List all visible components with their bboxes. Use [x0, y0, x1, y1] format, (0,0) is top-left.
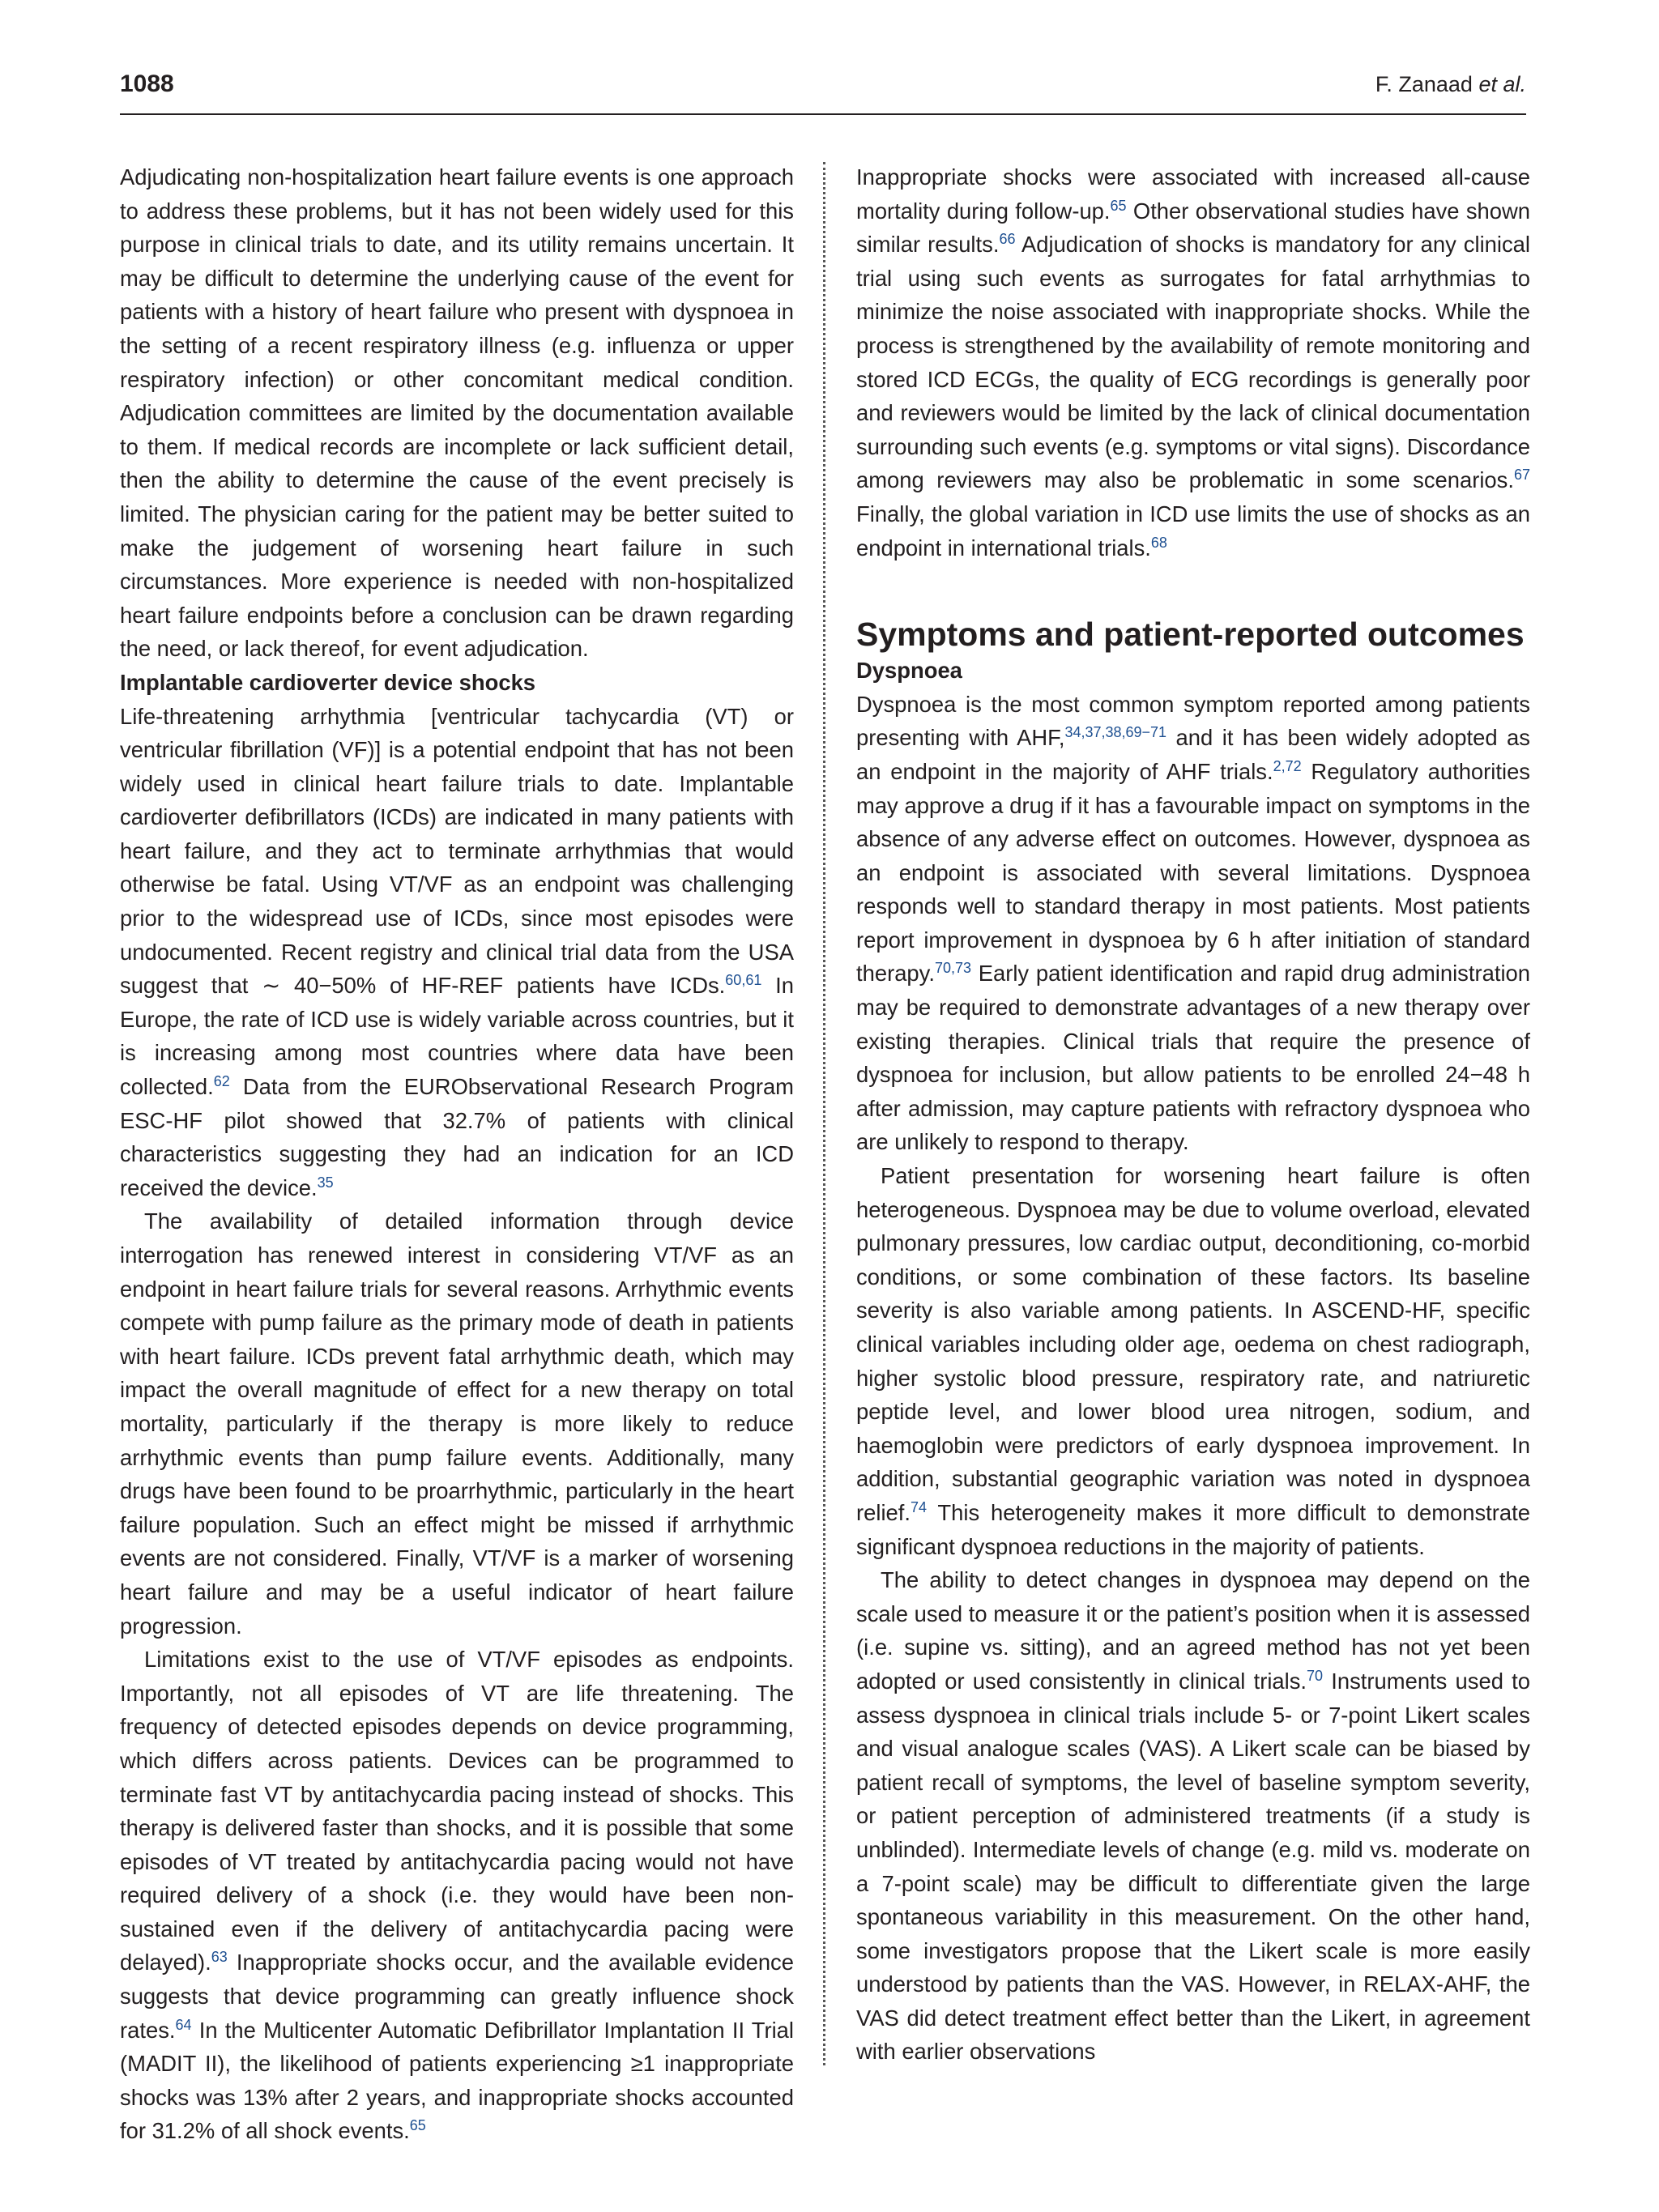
citation-link[interactable]: 68 — [1150, 534, 1167, 551]
text-span: Inappropriate shocks were associated with increased all-cause mortality during follow-up. — [856, 164, 1530, 224]
paragraph-adjudication: Adjudicating non-hospitalization heart failure events is one approach to address these problems, but it has not been widely used for this purpose in clinical trials to date, and its utility remains uncertain. It may be difficult to determine the underlying cause of the event for patients with a history of heart failure who present with dyspnoea in the setting of a recent respiratory illness (e.g. influenza or upper respiratory infection) or other concomitant medical condition. Adjudication committees are limited by the documentation available to them. If medical records are incomplete or lack sufficient detail, then the ability to determine the cause of the event precisely is limited. The physician caring for the patient may be better suited to make the judgement of worsening heart failure in such circumstances. More experience is needed with non-hospitalized heart failure endpoints before a conclusion can be drawn regarding the need, or lack thereof, for event adjudication. — [120, 164, 794, 662]
citation-link[interactable]: 74 — [910, 1498, 928, 1515]
right-column — [856, 160, 1530, 2069]
text-span: Finally, the global variation in ICD use limits the use of shocks as an endpoint in international trials. — [856, 501, 1530, 560]
section-heading-symptoms: Symptoms and patient-reported outcomes — [856, 616, 1525, 654]
text-span: In the Multicenter Automatic Defibrillator Implantation II Trial (MADIT II), the likelihood of patients experiencing ≥1 inappropriate shocks was 13% after 2 years, and inappropriate shocks accounted for 31.2% of all shock events. — [120, 2017, 794, 2144]
text-span: Inappropriate shocks occur, and the available evidence suggests that device programming can greatly influence shock rates. — [120, 1950, 794, 2043]
running-head-author: F. Zanaad — [1375, 72, 1473, 96]
text-span: This heterogeneity makes it more difficult to demonstrate significant dyspnoea reductions in the majority of patients. — [856, 1499, 1530, 1559]
paragraph-inappropriate-shocks — [856, 160, 1530, 565]
text-span: Other observational studies have shown similar results. — [856, 198, 1531, 258]
page-number: 1088 — [120, 70, 174, 97]
text-span: and it has been widely adopted as an endpoint in the majority of AHF trials. — [856, 725, 1530, 784]
citation-link[interactable]: 64 — [175, 2016, 192, 2033]
text-span: Adjudication of shocks is mandatory for any clinical trial using such events as surrogates for fatal arrhythmias to minimize the noise associated with inappropriate shocks. While the process is strengthened by the availability of remote monitoring and stored ICD ECGs, the quality of ECG recordings is generally poor and reviewers would be limited by the lack of clinical documentation surrounding such events (e.g. symptoms or vital signs). Discordance among reviewers may also be problematic in some scenarios. — [856, 232, 1530, 493]
paragraph-device-interrogation: The availability of detailed information through device interrogation has renewed interest in considering VT/VF as an endpoint in heart failure trials for several reasons. Arrhythmic events compete with pump failure as the primary mode of death in patients with heart failure. ICDs prevent fatal arrhythmic death, which may impact the overall magnitude of effect for a new therapy on total mortality, particularly if the therapy is more likely to reduce arrhythmic events than pump failure events. Additionally, many drugs have been found to be proarrhythmic, particularly in the heart failure population. Such an effect might be missed if arrhythmic events are not considered. Finally, VT/VF is a marker of worsening heart failure and may be a useful indicator of heart failure progression. — [120, 1208, 794, 1639]
paragraph-dyspnoea-scales — [856, 1563, 1530, 2069]
text-span: Data from the EURObservational Research Program ESC-HF pilot showed that 32.7% of patients with clinical characteristics suggesting they had an indication for an ICD received the device. — [120, 1074, 794, 1200]
citation-link[interactable]: 2,72 — [1273, 757, 1302, 774]
text-span: Regulatory authorities may approve a drug if it has a favourable impact on symptoms in the absence of any adverse effect on outcomes. However, dyspnoea as an endpoint is associated with several limitations. Dyspnoea responds well to standard therapy in most patients. Most patients report improvement in dyspnoea by 6 h after initiation of standard therapy. — [856, 758, 1530, 987]
text-span: Patient presentation for worsening heart failure is often heterogeneous. Dyspnoea may be due to volume overload, elevated pulmonary pressures, low cardiac output, deconditioning, co-morbid conditions, or some combination of these factors. Its baseline severity is also variable among patients. In ASCEND-HF, specific clinical variables including older age, oedema on chest radiograph, higher systolic blood pressure, respiratory rate, and natriuretic peptide level, and lower blood urea nitrogen, sodium, and haemoglobin were predictors of early dyspnoea improvement. In addition, substantial geographic variation was noted in dyspnoea relief. — [856, 1163, 1530, 1525]
text-span: Life-threatening arrhythmia [ventricular tachycardia (VT) or ventricular fibrillation (VF)] is a potential endpoint that has not been widely used in clinical heart failure trials to date. Implantable cardioverter defibrillators (ICDs) are indicated in many patients with heart failure, and they act to terminate arrhythmias that would otherwise be fatal. Using VT/VF as an endpoint was challenging prior to the widespread use of ICDs, since most episodes were undocumented. Recent registry and clinical trial data from the USA suggest that ∼ 40−50% of HF-REF patients have ICDs. — [120, 703, 794, 999]
paragraph-patient-presentation — [856, 1159, 1530, 1563]
dyspnoea-heading: Dyspnoea — [856, 658, 962, 684]
citation-link[interactable]: 65 — [1110, 197, 1127, 214]
citation-link[interactable]: 63 — [211, 1949, 228, 1966]
citation-link[interactable]: 65 — [409, 2117, 426, 2134]
citation-link[interactable]: 70,73 — [934, 960, 971, 977]
text-span: The ability to detect changes in dyspnoea may depend on the scale used to measure it or the patient’s position when it is assessed (i.e. supine vs. sitting), and an agreed method has not yet been adopted or used consistently in clinical trials. — [856, 1567, 1530, 1694]
running-head-et-al: et al. — [1478, 72, 1526, 96]
text-span: Limitations exist to the use of VT/VF episodes as endpoints. Importantly, not all episodes of VT are life threatening. The frequency of detected episodes depends on device programming, which differs across patients. Devices can be programmed to terminate fast VT by antitachycardia pacing instead of shocks. This therapy is delivered faster than shocks, and it is possible that some episodes of VT treated by antitachycardia pacing would not have required delivery of a shock (i.e. they would have been non-sustained even if the delivery of antitachycardia pacing were delayed). — [120, 1647, 794, 1975]
citation-link[interactable]: 66 — [999, 231, 1016, 248]
citation-link[interactable]: 62 — [213, 1072, 230, 1089]
text-span: Dyspnoea is the most common symptom reported among patients presenting with AHF, — [856, 691, 1530, 751]
paragraph-icd-intro — [120, 700, 794, 1205]
page-header — [120, 68, 1526, 100]
citation-link[interactable]: 70 — [1307, 1667, 1324, 1684]
text-span: In Europe, the rate of ICD use is widely variable across countries, but it is increasing among most countries where data have been collected. — [120, 973, 794, 1100]
left-column — [120, 160, 794, 2148]
icd-shocks-heading: Implantable cardioverter device shocks — [120, 669, 536, 695]
citation-link[interactable]: 60,61 — [725, 972, 762, 989]
citation-link[interactable]: 35 — [317, 1174, 334, 1191]
paragraph-dyspnoea-intro — [856, 688, 1530, 1159]
header-rule — [120, 113, 1526, 115]
paragraph-limitations — [120, 1643, 794, 2148]
text-span: Early patient identification and rapid drug administration may be required to demonstrate advantages of a new therapy over existing therapies. Clinical trials that require the presence of dyspnoea for inclusion, but allow patients to be enrolled 24−48 h after admission, may capture patients with refractory dyspnoea who are unlikely to respond to therapy. — [856, 961, 1530, 1155]
citation-link[interactable]: 34,37,38,69−71 — [1064, 724, 1167, 741]
running-head — [1375, 68, 1526, 100]
citation-link[interactable]: 67 — [1513, 467, 1530, 484]
text-span: Instruments used to assess dyspnoea in clinical trials include 5- or 7-point Likert scales and visual analogue scales (VAS). A Likert scale can be biased by patient recall of symptoms, the level of baseline symptom severity, or patient perception of administered treatments (if a study is unblinded). Intermediate levels of change (e.g. mild vs. moderate on a 7-point scale) may be difficult to differentiate given the large spontaneous variability in this measurement. On the other hand, some investigators propose that the Likert scale is more easily understood by patients than the VAS. However, in RELAX-AHF, the VAS did detect treatment effect better than the Likert, in agreement with earlier observations — [856, 1668, 1530, 2065]
column-divider — [823, 162, 825, 2065]
